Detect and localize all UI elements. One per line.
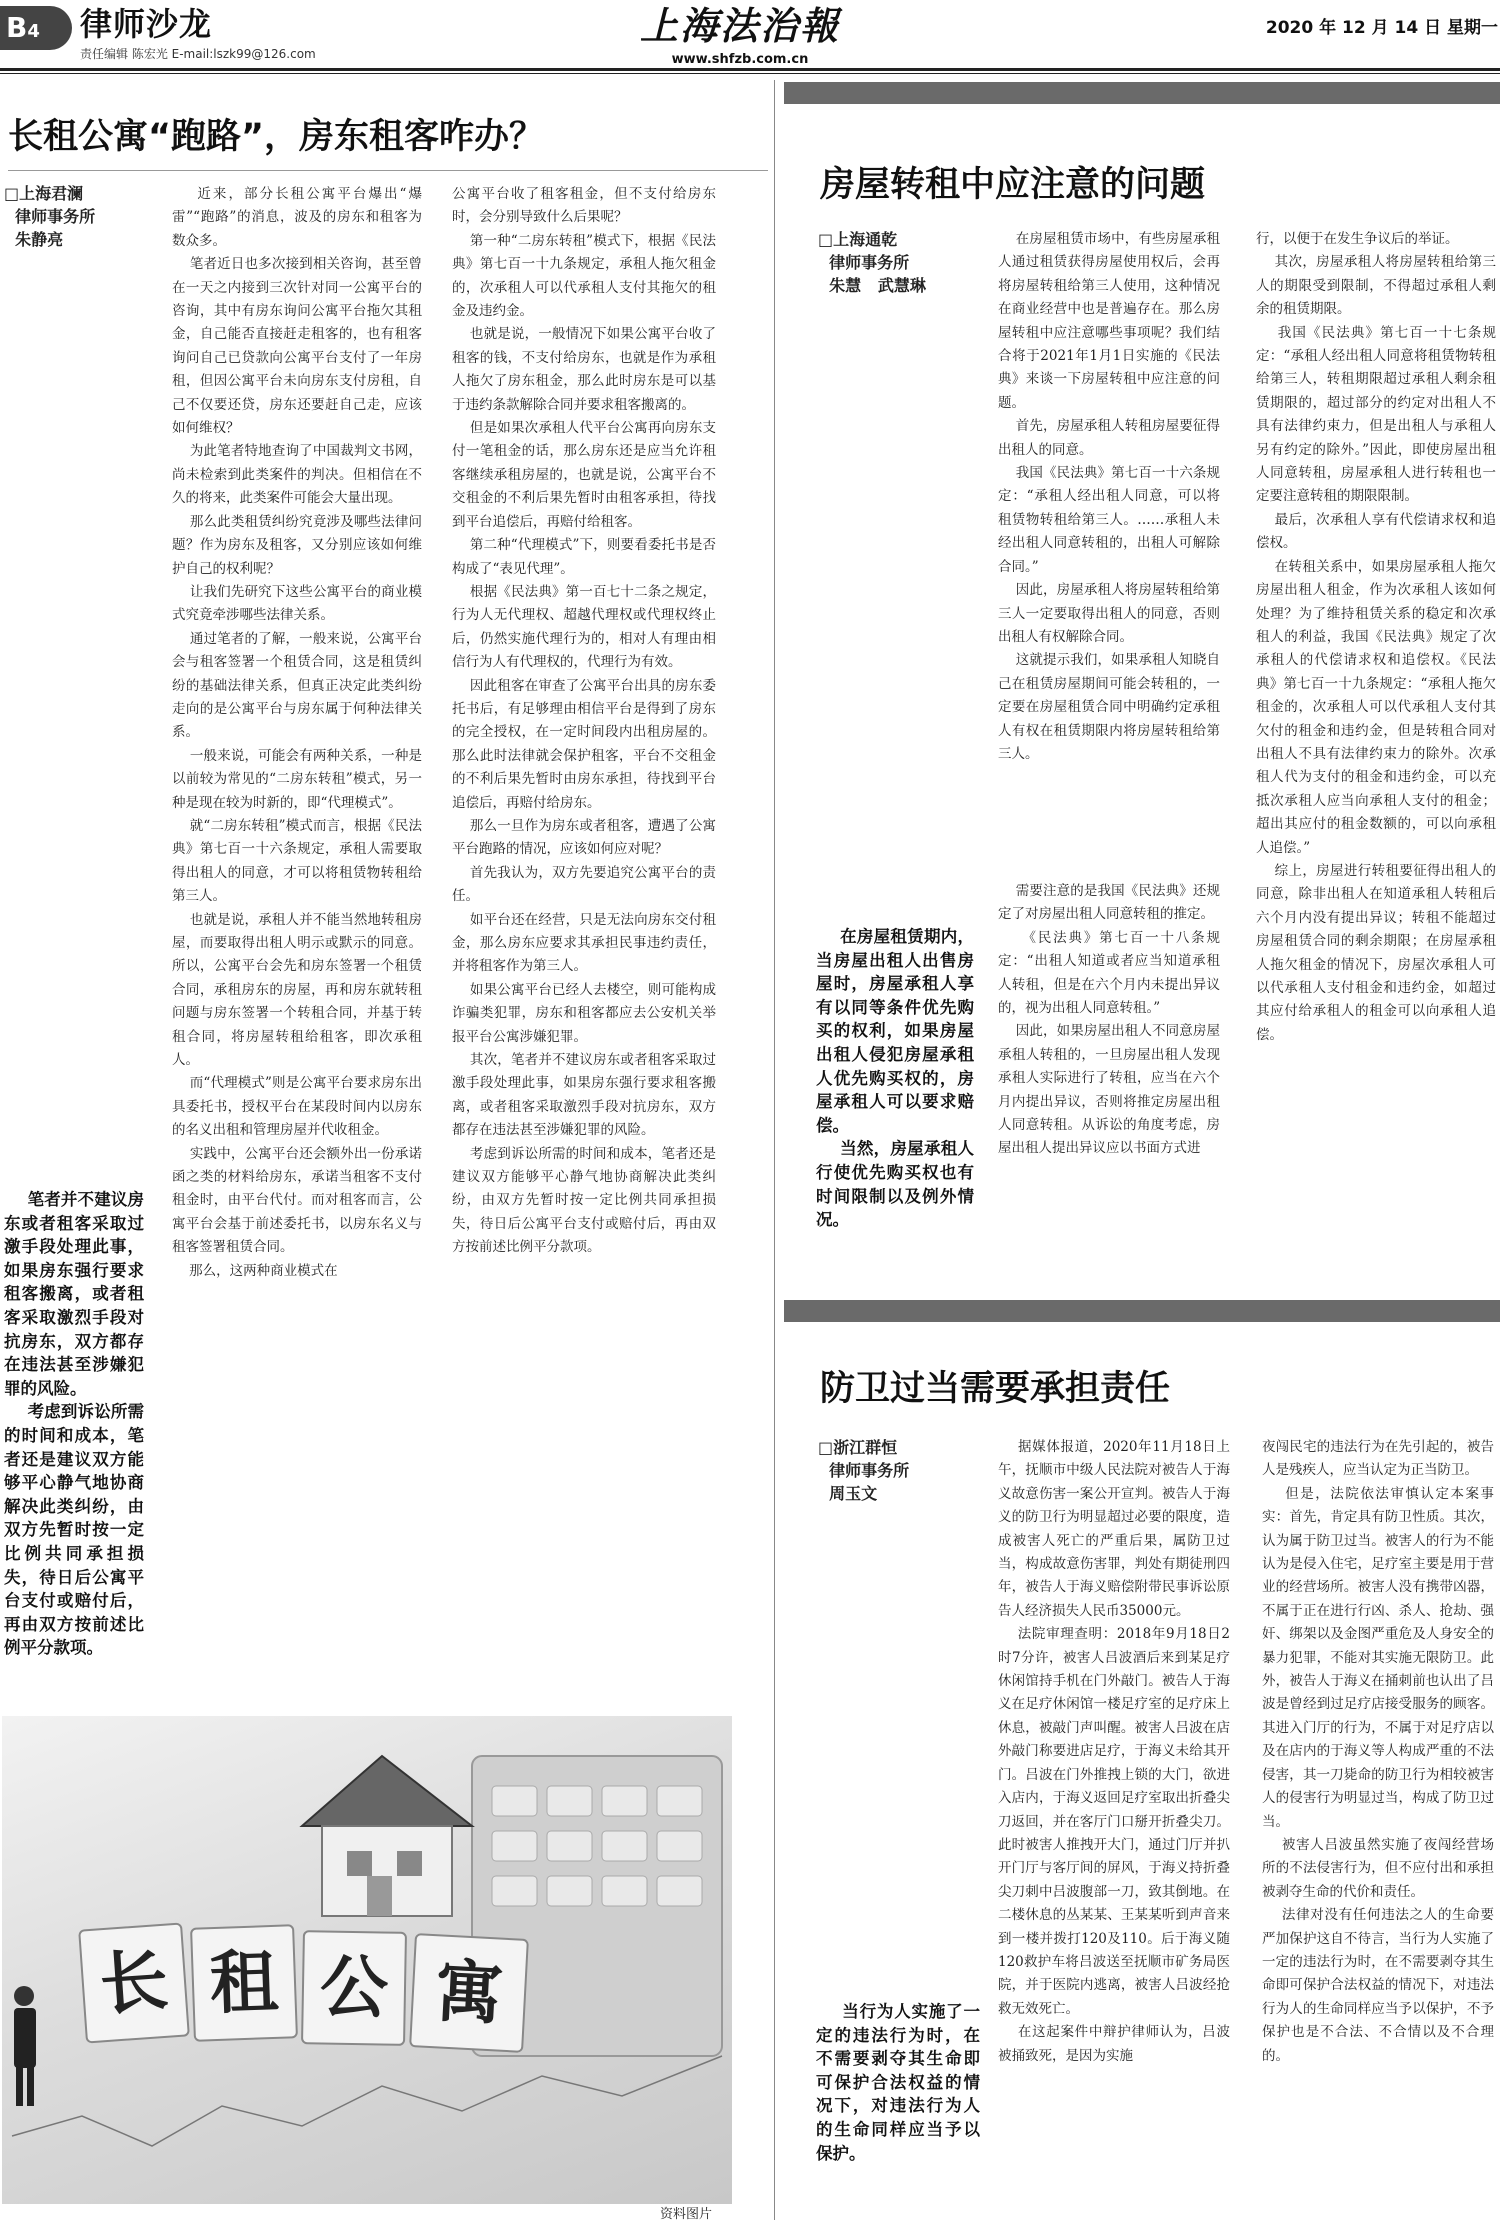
page-number: 4 [27,21,40,42]
article3-byline: □浙江群恒 律师事务所 周玉文 [818,1438,910,1503]
article1-column-1: 近来，部分长租公寓平台爆出“爆雷”“跑路”的消息，波及的房东和租客为数众多。 笔者近日也多次接到相关咨询，甚至曾在一天之内接到三次针对同一公寓平台的咨询，其中有房东询问公寓平台拖欠其租金，自己能否直接赶走租客的，也有租客询问自己已贷款向公寓平台支付了一年房租，但因公寓平台未向房东支付房租，自己不仅要还贷，房东还要赶自己走，应该如何维权？ 为此笔者特地查询了中国裁判文书网，尚未检索到此类案件的判决。但相信在不久的将来，此类案件可能会大量出现。 那么此类租赁纠纷究竟涉及哪些法律问题？作为房东及租客，又分别应该如何维护自己的权利呢？ 让我们先研究下这些公寓平台的商业模式究竟牵涉哪些法律关系。 通过笔者的了解，一般来说，公寓平台会与租客签署一个租赁合同，这是租赁纠纷的基础法律关系，但真正决定此类纠纷走向的是公寓平台与房东属于何种法律关系。 一般来说，可能会有两种关系，一种是以前较为常见的“二房东转租”模式，另一种是现在较为时新的，即“代理模式”。 就“二房东转租”模式而言，根据《民法典》第七百一十六条规定，承租人需要取得出租人的同意，才可以将租赁物转租给第三人。 也就是说，承租人并不能当然地转租房屋，而要取得出租人明示或默示的同意。所以，公寓平台会先和房东签署一个租赁合同，承租房东的房屋，再和房东就转租问题与房东签署一个转租合同，并基于转租合同，将房屋转租给租客，即次承租人。 而“代理模式”则是公寓平台要求房东出具委托书，授权平台在某段时间内以房东的名义出租和管理房屋并代收租金。 实践中，公寓平台还会额外出一份承诺函之类的材料给房东，承诺当租客不支付租金时，由平台代付。而对租客而言，公寓平台会基于前述委托书，以房东名义与租客签署租赁合同。 那么，这两种商业模式在 [172,186,423,1279]
column-divider [774,80,775,2220]
businessman-figure [14,2008,36,2068]
article3-column-2: 夜闯民宅的违法行为在先引起的，被告人是残疾人，应当认定为正当防卫。 但是，法院依法审慎认定本案事实：首先，肯定具有防卫性质。其次，认为属于防卫过当。被害人的行为不能认为是侵入住宅，足疗室主要是用于营业的经营场所。被害人没有携带凶器，不属于正在进行行凶、杀人、抢劫、强奸、绑架以及金图严重危及人身安全的暴力犯罪，不能对其实施无限防卫。此外，被告人于海义在捅刺前也认出了吕波是曾经到过足疗店接受服务的顾客。其进入门厅的行为，不属于对足疗店以及在店内的于海义等人构成严重的不法侵害，其一刀毙命的防卫行为相较被害人的侵害行为明显过当，构成了防卫过当。 被害人吕波虽然实施了夜闯经营场所的不法侵害行为，但不应付出和承担被剥夺生命的代价和责任。 法律对没有任何违法之人的生命要严加保护这自不待言，当行为人实施了一定的违法行为时，在不需要剥夺其生命即可保护合法权益的情况下，对违法行为人的生命同样应当予以保护，不予保护也是不合法、不合情以及不合理的。 [1262,1439,1495,2064]
website: www.shfzb.com.cn [671,52,809,67]
photo-tile-3: 公 [301,1930,407,2046]
article3-headline: 防卫过当需要承担责任 [820,1369,1171,1409]
masthead-rule-thin [0,73,1500,74]
article2-column-1-top: 在房屋租赁市场中，有些房屋承租人通过租赁获得房屋使用权后，会再将房屋转租给第三人使用，这种情况在商业经营中也是普遍存在。那么房屋转租中应注意哪些事项呢？我们结合将于2021年1月1日实施的《民法典》来谈一下房屋转租中应注意的问题。 首先，房屋承租人转租房屋要征得出租人的同意。 我国《民法典》第七百一十六条规定：“承租人经出租人同意，可以将租赁物转租给第三人。……承租人未经出租人同意转租的，出租人可解除合同。” 因此，房屋承租人将房屋转租给第三人一定要取得出租人的同意，否则出租人有权解除合同。 这就提示我们，如果承租人知晓自己在租赁房屋期间可能会转租的，一定要在房屋租赁合同中明确约定承租人有权在租赁期限内将房屋转租给第三人。 [998,231,1220,762]
chart-line [12,2056,722,2146]
article3-top-bar [784,1300,1500,1322]
section-title: 律师沙龙 [80,5,213,43]
article1-pullquote: 笔者并不建议房东或者租客采取过激手段处理此事，如果房东强行要求租客搬离，或者租客采取激烈手段对抗房东，双方都存在违法甚至涉嫌犯罪的风险。 考虑到诉讼所需的时间和成本，笔者还是建议双方能够平心静气地协商解决此类纠纷，由双方先暂时按一定比例共同承担损失，待日后公寓平台支付或赔付后，再由双方按前述比例平分款项。 [4,1190,145,1658]
article1-column-2: 公寓平台收了租客租金，但不支付给房东时，会分别导致什么后果呢？ 第一种“二房东转租”模式下，根据《民法典》第七百一十九条规定，承租人拖欠租金的，次承租人可以代承租人支付其拖欠的租金及违约金。 也就是说，一般情况下如果公寓平台收了租客的钱，不支付给房东，也就是作为承租人拖欠了房东租金，那么此时房东是可以基于违约条款解除合同并要求租客搬离的。 但是如果次承租人代平台公寓再向房东支付一笔租金的话，那么房东还是应当允许租客继续承租房屋的，也就是说，公寓平台不交租金的不利后果先暂时由租客承担，待找到平台追偿后，再赔付给租客。 第二种“代理模式”下，则要看委托书是否构成了“表见代理”。 根据《民法典》第一百七十二条之规定，行为人无代理权、超越代理权或代理权终止后，仍然实施代理行为的，相对人有理由相信行为人有代理权的，代理行为有效。 因此租客在审查了公寓平台出具的房东委托书后，有足够理由相信平台是得到了房东的完全授权，在一定时间段内出租房屋的。那么此时法律就会保护租客，平台不交租金的不利后果先暂时由房东承担，待找到平台追偿后，再赔付给房东。 那么一旦作为房东或者租客，遭遇了公寓平台跑路的情况，应该如何应对呢？ 首先我认为，双方先要追究公寓平台的责任。 如平台还在经营，只是无法向房东交付租金，那么房东应要求其承担民事违约责任，并将租客作为第三人。 如果公寓平台已经人去楼空，则可能构成诈骗类犯罪，房东和租客都应去公安机关举报平台公寓涉嫌犯罪。 其次，笔者并不建议房东或者租客采取过激手段处理此事，如果房东强行要求租客搬离，或者租客采取激烈手段对抗房东，双方都存在违法甚至涉嫌犯罪的风险。 考虑到诉讼所需的时间和成本，笔者还是建议双方能够平心静气地协商解决此类纠纷，由双方先暂时按一定比例共同承担损失，待日后公寓平台支付或赔付后，再由双方按前述比例平分款项。 [452,186,717,1256]
photo-tile-1: 长 [78,1923,190,2044]
article2-column-1-bottom: 需要注意的是我国《民法典》还规定了对房屋出租人同意转租的推定。 《民法典》第七百一十八条规定：“出租人知道或者应当知道承租人转租，但是在六个月内未提出异议的，视为出租人同意转租。” 因此，如果房屋出租人不同意房屋承租人转租的，一旦房屋出租人发现承租人实际进行了转租，应当在六个月内提出异议，否则将推定房屋出租人同意转租。从诉讼的角度考虑，房屋出租人提出异议应以书面方式进 [998,883,1220,1157]
article1-headline: 长租公寓“跑路”，房东租客咋办？ [8,117,545,157]
article2-pullquote: 在房屋租赁期内，当房屋出租人出售房屋时，房屋承租人享有以同等条件优先购买的权利，如果房屋出租人侵犯房屋承租人优先购买权的，房屋承租人可以要求赔偿。 当然，房屋承租人行使优先购买权也有时间限制以及例外情况。 [816,927,974,1230]
page-number-badge [0,6,72,50]
newspaper-logo: 上海法治報 [639,3,840,48]
article3-pullquote: 当行为人实施了一定的违法行为时，在不需要剥夺其生命即可保护合法权益的情况下，对违法行为人的生命同样应当予以保护。 [816,2002,981,2163]
page-letter: B [6,11,28,44]
photo-caption: 资料图片 [659,2207,712,2222]
photo-tile-4: 寓 [409,1933,529,2053]
article1-rule [8,170,768,171]
photo-tile-2: 租 [190,1924,298,2042]
illustration-photo [2,1716,732,2204]
article2-column-2: 行，以便于在发生争议后的举证。 其次，房屋承租人将房屋转租给第三人的期限受到限制，不得超过承租人剩余的租赁期限。 我国《民法典》第七百一十七条规定：“承租人经出租人同意将租赁物转租给第三人，转租期限超过承租人剩余租赁期限的，超过部分的约定对出租人不具有法律约束力，但是出租人与承租人另有约定的除外。”因此，即使房屋出租人同意转租，房屋承租人进行转租也一定要注意转租的期限限制。 最后，次承租人享有代偿请求权和追偿权。 在转租关系中，如果房屋承租人拖欠房屋出租人租金，作为次承租人该如何处理？为了维持租赁关系的稳定和次承租人的利益，我国《民法典》规定了次承租人的代偿请求权和追偿权。《民法典》第七百一十九条规定：“承租人拖欠租金的，次承租人可以代承租人支付其欠付的租金和违约金，但是转租合同对出租人不具有法律约束力的除外。次承租人代为支付的租金和违约金，可以充抵次承租人应当向承租人支付的租金；超出其应付的租金数额的，可以向承租人追偿。” 综上，房屋进行转租要征得出租人的同意，除非出租人在知道承租人转租后六个月内没有提出异议；转租不能超过房屋租赁合同的剩余期限；在房屋承租人拖欠租金的情况下，房屋次承租人可以代承租人支付租金和违约金，如超过其应付给承租人的租金可以向承租人追偿。 [1256,231,1496,1043]
article3-column-1: 据媒体报道，2020年11月18日上午，抚顺市中级人民法院对被告人于海义故意伤害一案公开宣判。被告人于海义的防卫行为明显超过必要的限度，造成被害人死亡的严重后果，属防卫过当，构成故意伤害罪，判处有期徒刑四年，被告人于海义赔偿附带民事诉讼原告人经济损失人民币35000元。 法院审理查明：2018年9月18日2时7分许，被害人吕波酒后来到某足疗休闲馆持手机在门外敲门。被告人于海义在足疗休闲馆一楼足疗室的足疗床上休息，被敲门声叫醒。被害人吕波在店外敲门称要进店足疗，于海义未给其开门。吕波在门外推拽上锁的大门，欲进入店内，于海义返回足疗室取出折叠尖刀返回，并在客厅门口掰开折叠尖刀。此时被害人推拽开大门，通过门厅并扒开门厅与客厅间的屏风，于海义持折叠尖刀刺中吕波腹部一刀，致其倒地。在二楼休息的丛某某、王某某听到声音来到一楼并拨打120及110。后于海义随120救护车将吕波送至抚顺市矿务局医院，并于医院内逃离，被害人吕波经抢救无效死亡。 在这起案件中辩护律师认为，吕波被捅致死，是因为实施 [998,1439,1230,2064]
article2-headline: 房屋转租中应注意的问题 [820,165,1206,205]
issue-date: 2020 年 12 月 14 日 星期一 [1265,18,1498,38]
house-roof [302,1756,472,1826]
article2-top-bar [784,82,1500,104]
article2-byline: □上海通乾 律师事务所 朱慧 武慧琳 [818,230,926,295]
article1-byline: □上海君澜 律师事务所 朱静亮 [4,184,96,249]
masthead-rule [0,68,1500,71]
editor-line: 责任编辑 陈宏光 E-mail:lszk99@126.com [80,47,316,61]
